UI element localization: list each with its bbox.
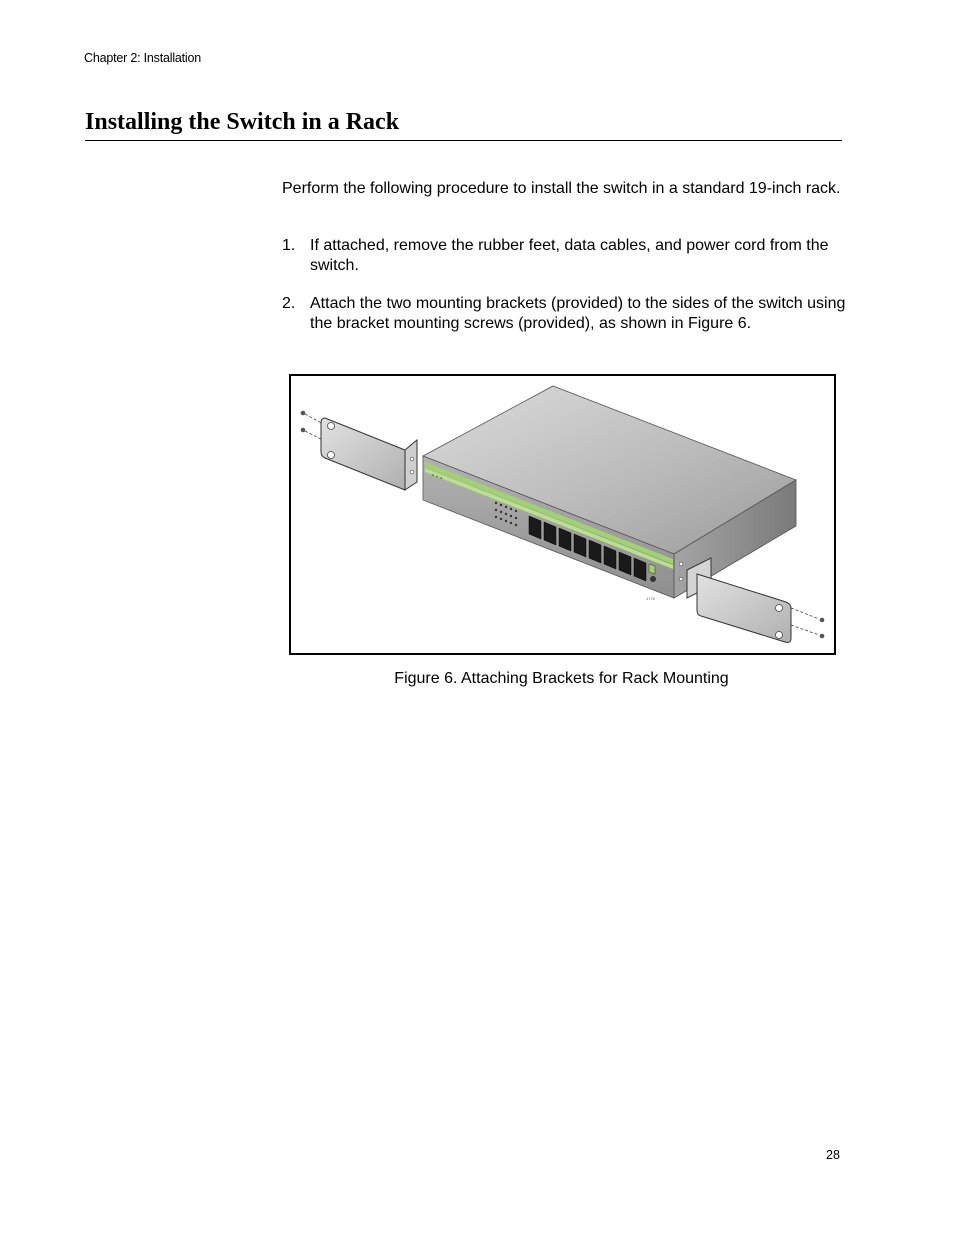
step-text: If attached, remove the rubber feet, data cables, and power cord from the switch.: [310, 237, 829, 274]
art-id-label: 1776: [646, 596, 655, 601]
step-number: 2.: [282, 295, 296, 312]
svg-text:▲ ▲ ▲: ▲ ▲ ▲: [430, 472, 444, 481]
figure-frame: [289, 374, 836, 655]
running-head: Chapter 2: Installation: [84, 51, 202, 65]
intro-paragraph: Perform the following procedure to install the switch in a standard 19-inch rack.: [282, 180, 841, 197]
rack-bracket-right-icon: [679, 558, 791, 643]
procedure-steps: [282, 236, 847, 334]
page-number: 28: [826, 1148, 840, 1162]
screw-icon: [791, 625, 824, 638]
step-text: Attach the two mounting brackets (provided) to the sides of the switch using the bracket mounting screws (provided), as shown in Figure 6.: [310, 295, 846, 332]
figure-caption: Figure 6. Attaching Brackets for Rack Mounting: [394, 670, 729, 687]
screw-icon: [791, 608, 824, 622]
rack-mount-illustration: [291, 376, 834, 653]
rack-bracket-left-icon: [321, 418, 417, 490]
section-title: Installing the Switch in a Rack: [85, 109, 400, 135]
procedure-step: [282, 236, 847, 276]
procedure-step: [282, 294, 847, 334]
heading-rule: [85, 140, 842, 141]
step-number: 1.: [282, 237, 296, 254]
